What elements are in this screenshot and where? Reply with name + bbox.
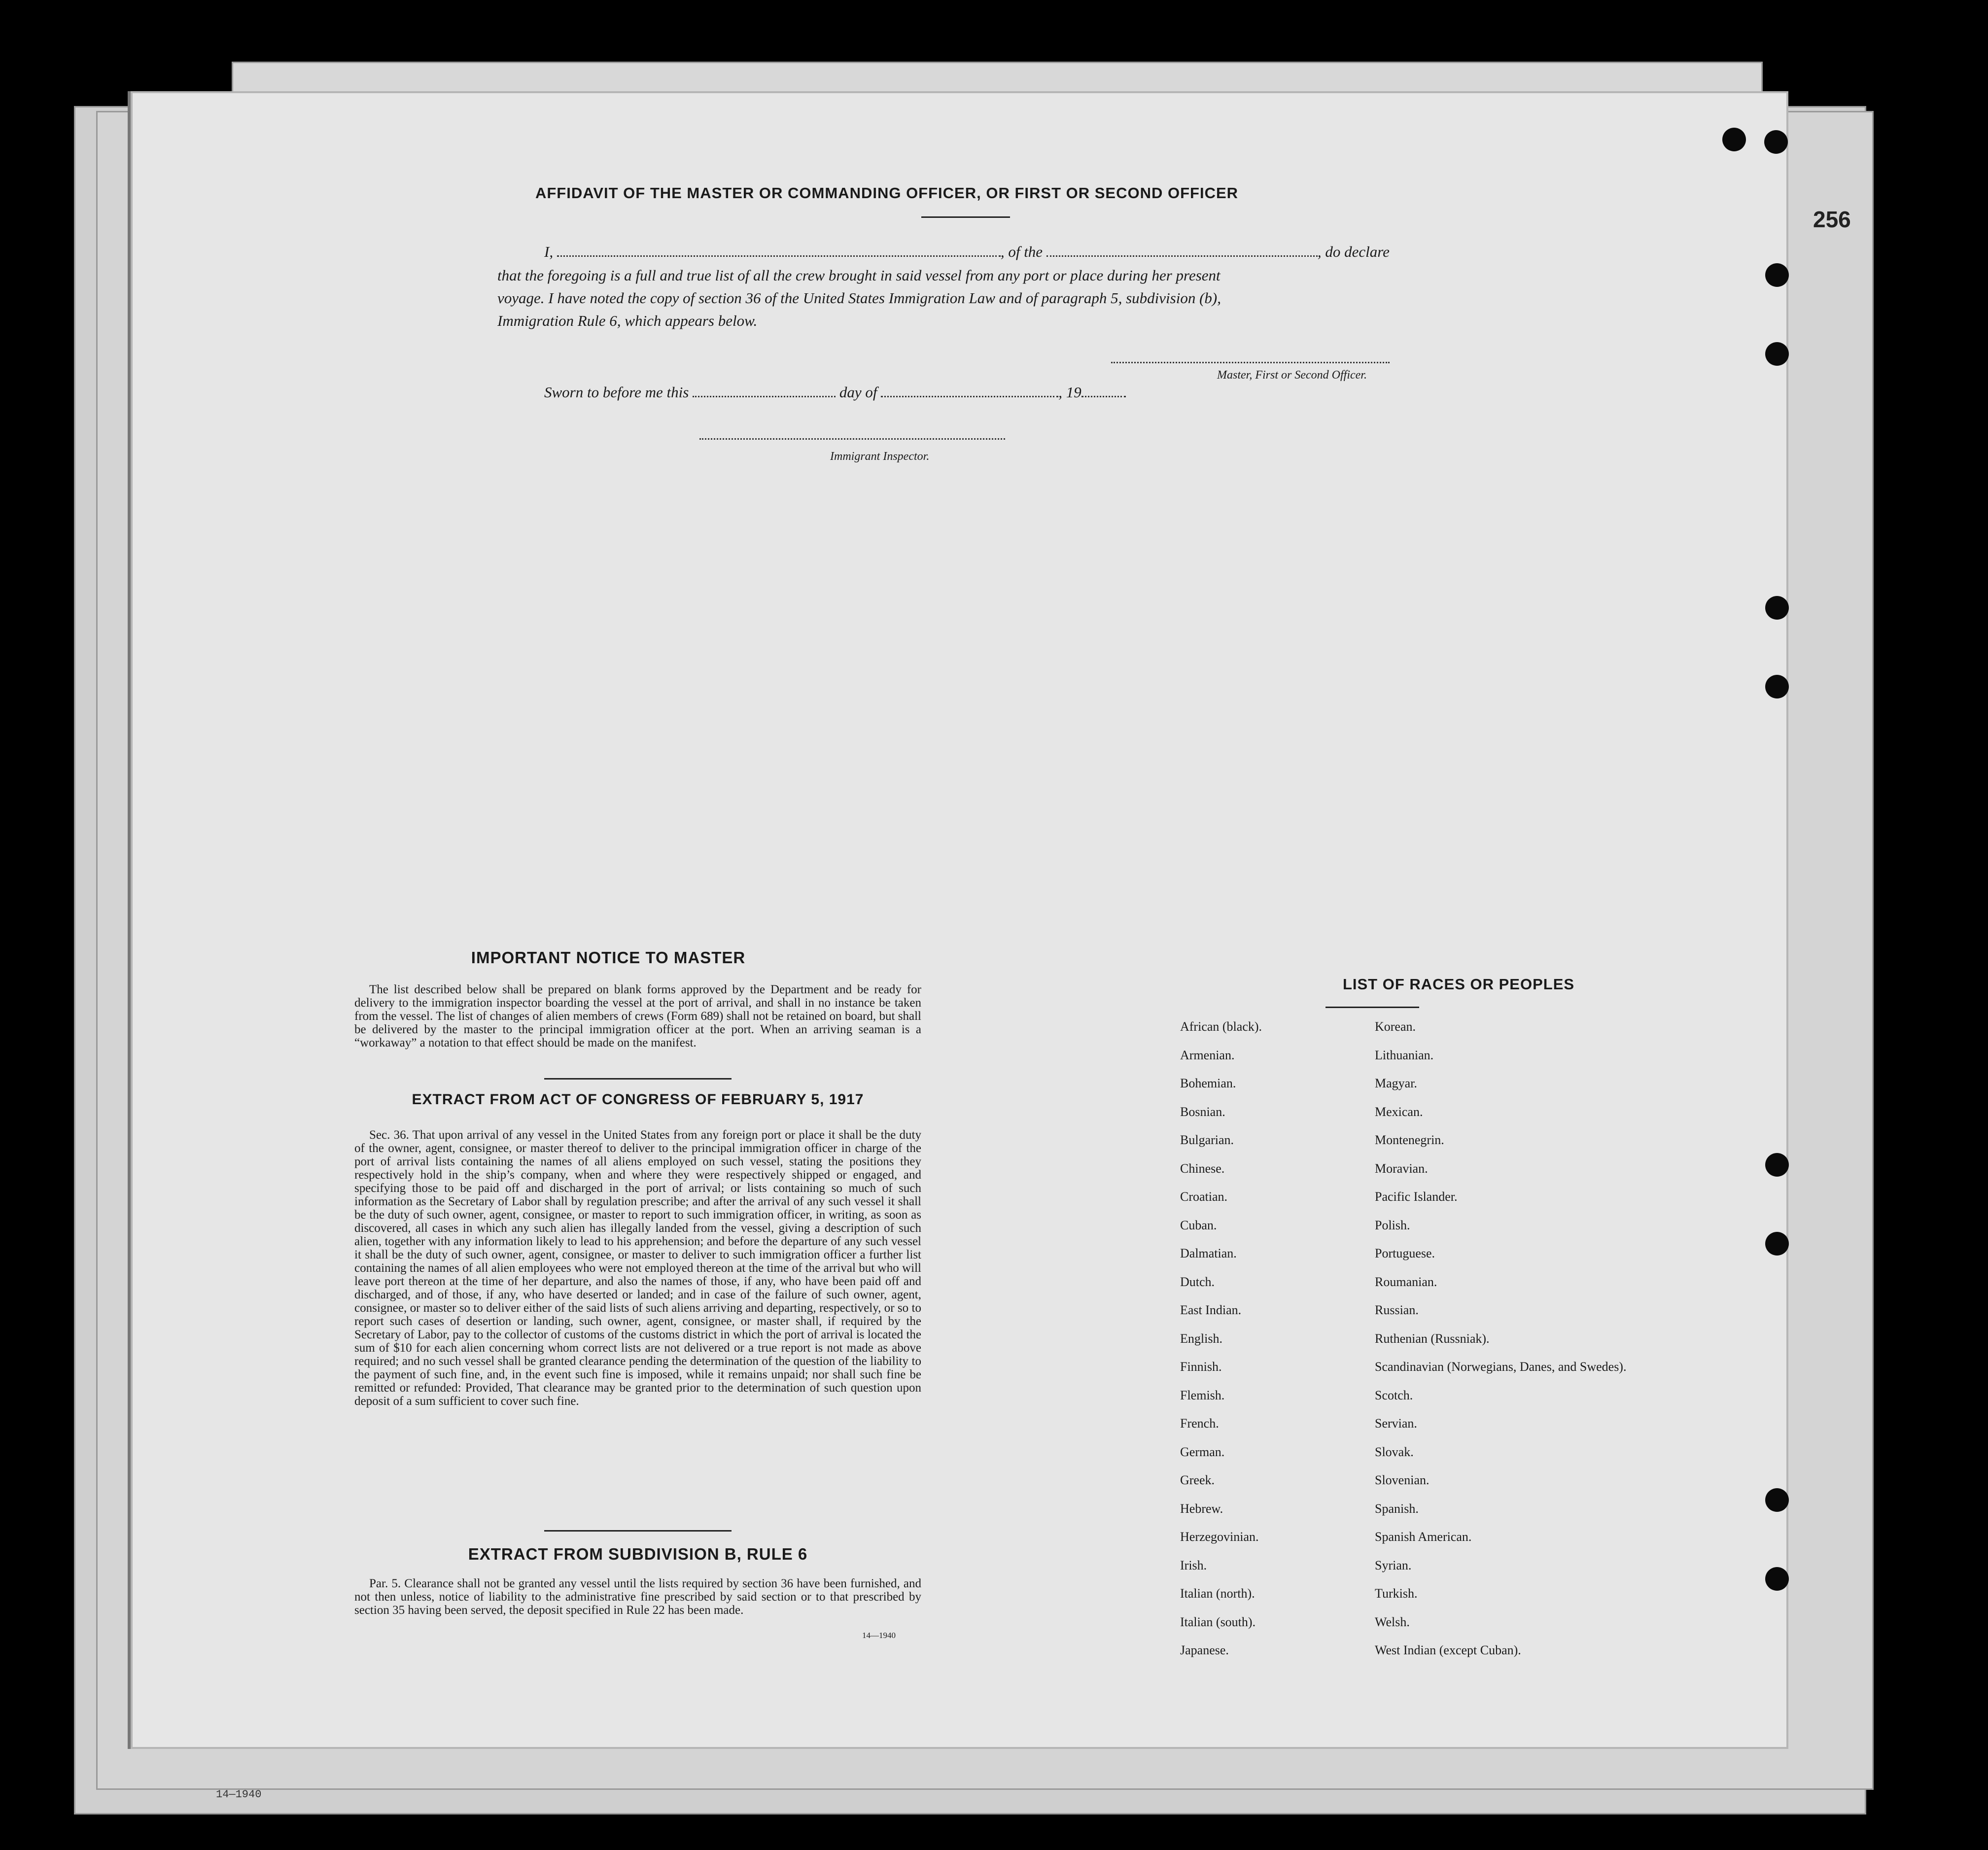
year-blank	[1081, 396, 1126, 397]
race-item: Slovenian.	[1375, 1473, 1430, 1487]
race-item: Spanish.	[1375, 1501, 1419, 1516]
race-item: Slovak.	[1375, 1444, 1414, 1459]
affidavit-title: AFFIDAVIT OF THE MASTER OR COMMANDING OFFICER, OR FIRST OR SECOND OFFICER	[535, 184, 1239, 202]
sworn-line	[544, 382, 1234, 403]
year-label: , 19	[1058, 384, 1081, 401]
act-title: EXTRACT FROM ACT OF CONGRESS OF FEBRUARY 5, 1917	[412, 1091, 864, 1108]
race-item: Bohemian.	[1180, 1076, 1236, 1090]
month-blank	[881, 396, 1058, 397]
race-item: Welsh.	[1375, 1614, 1410, 1629]
race-item: Servian.	[1375, 1416, 1417, 1431]
race-item: Russian.	[1375, 1303, 1419, 1317]
race-item: Lithuanian.	[1375, 1047, 1434, 1062]
sworn-label: Sworn to before me this	[544, 384, 689, 401]
punch-hole	[1765, 342, 1789, 366]
punch-hole	[1764, 130, 1788, 154]
race-item: Mexican.	[1375, 1104, 1423, 1119]
race-item: Korean.	[1375, 1019, 1416, 1034]
punch-hole	[1765, 1232, 1789, 1256]
punch-hole	[1765, 263, 1789, 287]
affidavit-of-the: , of the	[1000, 243, 1043, 260]
affidavit-line3: voyage. I have noted the copy of section 36 of the United States Immigration Law and of paragraph 5, subdivision (b),	[497, 289, 1221, 307]
divider	[544, 1530, 732, 1532]
race-item: Syrian.	[1375, 1558, 1412, 1572]
form-number: 14—1940	[862, 1631, 896, 1640]
race-item: Pacific Islander.	[1375, 1189, 1458, 1204]
race-item: Irish.	[1180, 1558, 1207, 1572]
inspector-signature-line	[699, 438, 1005, 440]
race-item: Montenegrin.	[1375, 1133, 1444, 1147]
race-item: Bosnian.	[1180, 1104, 1225, 1119]
inspector-signature-label: Immigrant Inspector.	[830, 450, 930, 463]
race-item: Portuguese.	[1375, 1246, 1435, 1260]
race-item: West Indian (except Cuban).	[1375, 1643, 1521, 1657]
race-item: Dalmatian.	[1180, 1246, 1237, 1260]
affidavit-i: I,	[544, 243, 554, 260]
divider	[921, 216, 1010, 218]
race-item: Armenian.	[1180, 1047, 1235, 1062]
race-item: Spanish American.	[1375, 1530, 1472, 1544]
sworn-date-blank	[693, 396, 836, 397]
affidavit-line2: that the foregoing is a full and true list of all the crew brought in said vessel from any port or place during her present	[497, 267, 1221, 284]
divider	[544, 1078, 732, 1080]
race-item: Turkish.	[1375, 1586, 1418, 1601]
act-body: Sec. 36. That upon arrival of any vessel in the United States from any foreign port or place it shall be the duty of the owner, agent, consignee, or master thereof to deliver to the principal immigration officer in charge of the port of arrival lists containing the names of all aliens employed on such vessel, stating the positions they respectively hold in the ship’s company, when and where they were respectively shipped or engaged, and specifying those to be paid off and discharged in the port of arrival; or lists containing so much of such information as the Secretary of Labor shall by regulation prescribe; and after the arrival of any such vessel it shall be the duty of such owner, agent, consignee, or master to report to such immigration officer, in writing, as soon as discovered, all cases in which any such alien has illegally landed from the vessel, giving a description of such alien, together with any information likely to lead to his apprehension; and before the departure of any such vessel it shall be the duty of such owner, agent, consignee, or master to deliver to such immigration officer a further list containing the names of all alien employees who were not employed thereon at the time of the arrival but who will leave port thereon at the time of her departure, and also the names of those, if any, who have been paid off and discharged, and of those, if any, who have deserted or landed; and in case of the failure of such owner, agent, consignee, or master so to deliver either of the said lists of such aliens arriving and departing, respectively, or so to report such cases of desertion or landing, such owner, agent, consignee, or master shall, if required by the Secretary of Labor, pay to the collector of customs of the customs district in which the port of arrival is located the sum of $10 for each alien concerning whom correct lists are not delivered or a true report is not made as above required; and no such vessel shall be granted clearance pending the determination of the question of the liability to the payment of such fine, and, in the event such fine is imposed, while it remains unpaid; nor shall such fine be remitted or refunded: Provided, That clearance may be granted prior to the determination of such question upon deposit of a sum sufficient to cover such fine.	[354, 1128, 921, 1408]
race-item: Hebrew.	[1180, 1501, 1223, 1516]
race-item: Cuban.	[1180, 1218, 1217, 1232]
race-item: Moravian.	[1375, 1161, 1428, 1176]
background-stamp-number: 256	[1813, 207, 1851, 232]
race-item: Chinese.	[1180, 1161, 1225, 1176]
divider	[1325, 1007, 1419, 1008]
race-item: East Indian.	[1180, 1303, 1242, 1317]
race-item: Italian (south).	[1180, 1614, 1256, 1629]
affidavit-page	[131, 91, 1788, 1749]
punch-hole	[1765, 675, 1789, 698]
vessel-blank	[1046, 255, 1318, 257]
affidavit-line4: Immigration Rule 6, which appears below.	[497, 312, 758, 329]
race-item: African (black).	[1180, 1019, 1262, 1034]
affidavit-do-declare: , do declare	[1317, 243, 1390, 260]
race-item: Magyar.	[1375, 1076, 1417, 1090]
punch-hole	[1765, 1153, 1789, 1177]
race-item: Bulgarian.	[1180, 1133, 1234, 1147]
punch-hole	[1765, 1567, 1789, 1591]
race-item: French.	[1180, 1416, 1219, 1431]
master-signature-label: Master, First or Second Officer.	[1217, 369, 1367, 382]
races-title: LIST OF RACES OR PEOPLES	[1342, 976, 1575, 993]
race-item: Ruthenian (Russniak).	[1375, 1331, 1490, 1346]
rule-body: Par. 5. Clearance shall not be granted any vessel until the lists required by section 36 have been furnished, and not then unless, notice of liability to the administrative fine prescribed by said section or to that prescribed by section 35 having been served, the deposit specified in Rule 22 has been made.	[354, 1577, 921, 1617]
punch-hole	[1765, 596, 1789, 620]
race-item: Finnish.	[1180, 1360, 1222, 1374]
notice-body: The list described below shall be prepared on blank forms approved by the Department and be ready for delivery to the immigration inspector boarding the vessel at the port of arrival, and shall in no instance be taken from the vessel. The list of changes of alien members of crews (Form 689) shall not be retained on board, but shall be delivered by the master to the principal immigration officer at the port. When an arriving seaman is a “workaway” a notation to that effect should be made on the manifest.	[354, 983, 921, 1049]
name-blank	[557, 255, 1001, 257]
race-item: Scotch.	[1375, 1388, 1413, 1402]
race-item: Croatian.	[1180, 1189, 1228, 1204]
master-signature-line	[1111, 362, 1390, 363]
background-form-number: 14—1940	[216, 1788, 262, 1801]
race-item: Roumanian.	[1375, 1274, 1437, 1289]
race-item: Scandinavian (Norwegians, Danes, and Swedes).	[1375, 1360, 1627, 1374]
affidavit-declaration-line1	[544, 241, 1579, 263]
rule-title: EXTRACT FROM SUBDIVISION B, RULE 6	[468, 1545, 808, 1563]
race-item: English.	[1180, 1331, 1222, 1346]
race-item: Herzegovinian.	[1180, 1530, 1259, 1544]
notice-title: IMPORTANT NOTICE TO MASTER	[471, 948, 746, 967]
race-item: Dutch.	[1180, 1274, 1215, 1289]
race-item: Italian (north).	[1180, 1586, 1255, 1601]
race-item: Greek.	[1180, 1473, 1215, 1487]
punch-hole	[1765, 1488, 1789, 1512]
race-item: German.	[1180, 1444, 1225, 1459]
race-item: Polish.	[1375, 1218, 1410, 1232]
punch-hole	[1722, 128, 1746, 151]
day-of-label: day of	[839, 384, 877, 401]
race-item: Flemish.	[1180, 1388, 1225, 1402]
race-item: Japanese.	[1180, 1643, 1229, 1657]
